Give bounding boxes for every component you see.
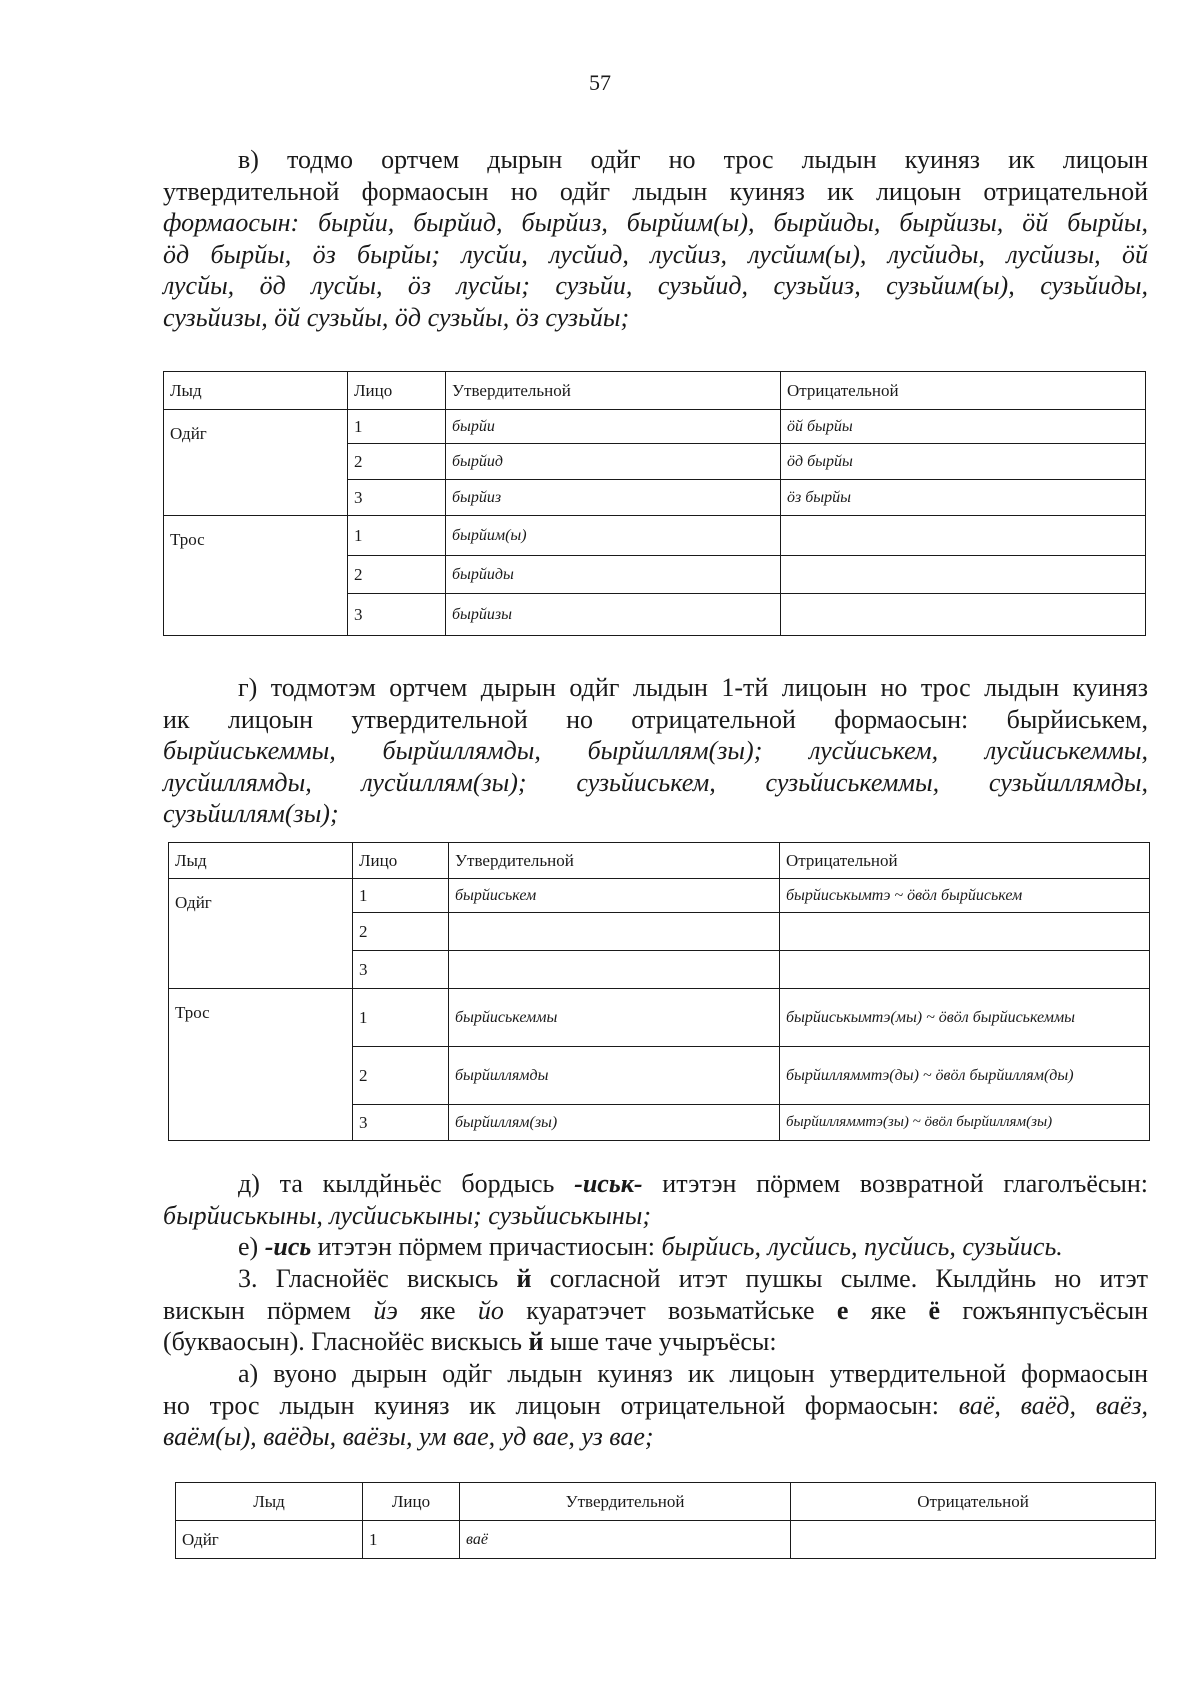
letter-y: й [528,1327,544,1356]
paragraph-line [163,1168,1148,1200]
header-lico: Лицо [353,843,449,879]
header-lyd: Лыд [176,1483,363,1521]
paragraph-d [163,1168,1148,1231]
header-lyd: Лыд [169,843,353,879]
letter-yo: ё [928,1295,941,1325]
cell-lico: 1 [353,879,449,913]
paragraph-3 [163,1263,1148,1358]
conjugation-table-2 [168,842,1150,1141]
cell-negative [781,556,1146,594]
text: согласной итэт пушкы сылме. Кылдйнь но итэт [549,1264,1148,1293]
e-intro: е) [238,1232,259,1261]
text: яке [420,1295,456,1325]
paragraph-g [163,672,1148,830]
cell-affirmative: бырйиськеммы [449,989,780,1047]
group-plural: Трос [164,516,348,636]
e-suffix: -ись [264,1232,312,1261]
cell-negative: ӧй бырйы [781,410,1146,444]
paragraph-line: бырйиськыны, лусйиськыны; сузьйиськыны; [163,1200,652,1230]
text: 3. Гласнойёс вискысь [238,1264,499,1293]
cell-negative: ӧз бырйы [781,480,1146,516]
group-plural: Трос [169,989,353,1141]
cell-affirmative: бырйиллям(зы) [449,1105,780,1141]
paragraph-line [163,1326,1148,1358]
paragraph-line [163,1231,1148,1263]
header-affirmative: Утвердительной [446,372,781,410]
cell-negative: бырйиськымтэ(мы) ~ ӧвӧл бырйиськеммы [780,989,1150,1047]
cell-affirmative: бырйид [446,444,781,480]
paragraph-line: а) вуоно дырын одйг лыдын куиняз ик лицоын утвердительной формаосын [238,1359,1148,1388]
paragraph-line [163,1295,1148,1327]
group-singular: Одйг [176,1521,363,1559]
header-lyd: Лыд [164,372,348,410]
header-lico: Лицо [363,1483,460,1521]
cell-negative: бырйиськымтэ ~ ӧвӧл бырйиськем [780,879,1150,913]
paragraph-v [163,144,1148,333]
paragraph-line: ваём(ы), ваёды, ваёзы, ум вае, уд вае, уз вае; [163,1422,654,1451]
conjugation-table-3 [175,1482,1156,1559]
paragraph-line: лусйиллямды, лусйиллям(зы); сузьйиськем, сузьйиськеммы, сузьйиллямды, [163,767,1148,797]
text: ваё, ваёд, ваёз, [958,1390,1149,1420]
paragraph-line: бырйиськеммы, бырйиллямды, бырйиллям(зы); лусйиськем, лусйиськеммы, [163,736,1148,765]
paragraph-a [163,1358,1148,1453]
text: йо [477,1295,504,1325]
cell-affirmative: бырйиз [446,480,781,516]
paragraph-line: ӧд бырйы, ӧз бырйы; лусйи, лусйид, лусйиз, лусйим(ы), лусйиды, лусйизы, ӧй [163,239,1148,269]
cell-affirmative [449,951,780,989]
page-number: 57 [589,70,611,95]
letter-e: е [836,1295,849,1325]
header-affirmative: Утвердительной [449,843,780,879]
text: (букваосын). Гласнойёс вискысь [163,1327,522,1356]
paragraph-line: в) тодмо ортчем дырын одйг но трос лыдын куиняз ик лицоын [238,145,1148,174]
paragraph-line: утвердительной формаосын но одйг лыдын куиняз ик лицоын отрицательной [163,176,1148,206]
paragraph-line: формаосын: бырйи, бырйид, бырйиз, бырйим(ы), бырйиды, бырйизы, ӧй бырйы, [163,208,1148,237]
paragraph-line: г) тодмотэм ортчем дырын одйг лыдын 1-тй лицоын но трос лыдын куиняз [238,673,1148,702]
group-singular: Одйг [164,410,348,516]
cell-negative: ӧд бырйы [781,444,1146,480]
d-rest: итэтэн пӧрмем возвратной глаголъёсын: [662,1169,1149,1198]
cell-negative: бырйилляммтэ(ды) ~ ӧвӧл бырйиллям(ды) [780,1047,1150,1105]
cell-affirmative: бырйиды [446,556,781,594]
paragraph-line: ик лицоын утвердительной но отрицательной формаосын: бырйиськем, [163,704,1148,734]
cell-negative [781,516,1146,556]
group-singular: Одйг [169,879,353,989]
paragraph-e [163,1231,1148,1263]
paragraph-line: лусйы, ӧд лусйы, ӧз лусйы; сузьйи, сузьйид, сузьйиз, сузьйим(ы), сузьйиды, [163,271,1148,300]
cell-affirmative [449,913,780,951]
cell-lico: 1 [348,410,446,444]
cell-negative [791,1521,1156,1559]
text: вискын пӧрмем [163,1295,352,1325]
cell-lico: 2 [348,556,446,594]
cell-affirmative: бырйизы [446,594,781,636]
cell-lico: 3 [353,1105,449,1141]
cell-negative [781,594,1146,636]
cell-negative [780,951,1150,989]
text: йэ [373,1295,398,1325]
header-negative: Отрицательной [791,1483,1156,1521]
cell-affirmative: бырйиллямды [449,1047,780,1105]
cell-affirmative: бырйи [446,410,781,444]
paragraph-line [163,1263,1148,1295]
header-lico: Лицо [348,372,446,410]
text: куаратэчет возьматйське [526,1295,815,1325]
cell-lico: 3 [353,951,449,989]
paragraph-line: сузьйизы, ӧй сузьйы, ӧд сузьйы, ӧз сузьйы; [163,302,630,332]
paragraph-line [163,1390,1148,1422]
cell-lico: 1 [353,989,449,1047]
cell-lico: 2 [348,444,446,480]
cell-affirmative: ваё [460,1521,791,1559]
header-negative: Отрицательной [780,843,1150,879]
cell-lico: 1 [348,516,446,556]
e-rest: итэтэн пӧрмем причастиосын: [317,1232,655,1261]
text: гожъянпусъёсын [962,1295,1149,1325]
cell-negative [780,913,1150,951]
header-negative: Отрицательной [781,372,1146,410]
cell-negative: бырйилляммтэ(зы) ~ ӧвӧл бырйиллям(зы) [780,1105,1150,1141]
letter-y: й [516,1264,532,1293]
cell-affirmative: бырйиськем [449,879,780,913]
conjugation-table-1 [163,371,1146,636]
cell-lico: 2 [353,913,449,951]
cell-lico: 3 [348,594,446,636]
d-suffix: -иськ- [574,1169,643,1198]
cell-affirmative: бырйим(ы) [446,516,781,556]
d-intro: д) та кылдйньёс бордысь [238,1169,555,1198]
header-affirmative: Утвердительной [460,1483,791,1521]
text: ыше таче учыръёсы: [549,1327,777,1356]
cell-lico: 3 [348,480,446,516]
paragraph-line: сузьйиллям(зы); [163,799,339,828]
cell-lico: 1 [363,1521,460,1559]
e-examples: бырйись, лусйись, пусйись, сузьйись. [661,1232,1063,1261]
text: яке [870,1295,907,1325]
text: но трос лыдын куиняз ик лицоын отрицательной формаосын: [163,1390,939,1420]
cell-lico: 2 [353,1047,449,1105]
